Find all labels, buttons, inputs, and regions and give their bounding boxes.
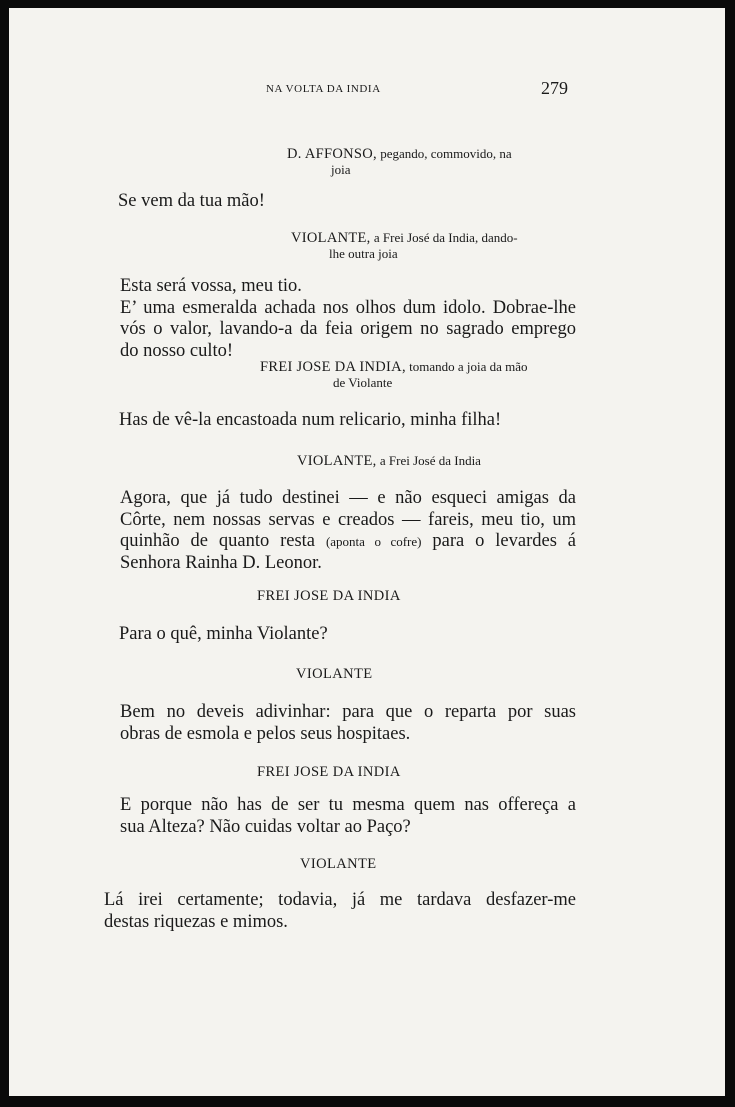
speech-line: Lá irei certamente; todavia, já me tardava desfazer-me: [104, 890, 576, 910]
stage-direction-3-cont: de Violante: [333, 375, 393, 390]
speaker-name: D. AFFONSO,: [287, 146, 377, 162]
speech-1: Se vem da tua mão!: [118, 191, 265, 211]
speech-2: [120, 276, 576, 362]
speaker-heading-7: FREI JOSE DA INDIA: [257, 764, 401, 780]
speaker-name: FREI JOSE DA INDIA,: [260, 359, 406, 375]
speech-line: vós o valor, lavando-a da feia origem no sagrado emprego: [120, 319, 576, 339]
stage-direction-text: a Frei José da India: [379, 453, 481, 468]
speech-line: Esta será vossa, meu tio.: [120, 276, 302, 296]
stage-direction-3: [260, 360, 528, 374]
stage-direction-2: [291, 231, 518, 245]
speech-4: [120, 488, 576, 574]
speech-line: E porque não has de ser tu mesma quem nas offereça a: [120, 795, 576, 815]
speech-line: E’ uma esmeralda achada nos olhos dum idolo. Dobrae-lhe: [120, 297, 576, 318]
stage-direction-inline: (aponta o cofre): [325, 534, 422, 549]
speech-line: obras de esmola e pelos seus hospitaes.: [120, 723, 411, 744]
speech-3: Has de vê-la encastoada num relicario, minha filha!: [119, 410, 502, 430]
speech-fragment: quinhão de quanto resta: [120, 531, 316, 551]
stage-direction-1-cont: joia: [331, 162, 351, 177]
running-title: NA VOLTA DA INDIA: [266, 83, 381, 95]
stage-direction-text: pegando, commovido, na: [380, 146, 512, 161]
speaker-name: VIOLANTE,: [297, 453, 377, 469]
speech-fragment: para o levardes á: [432, 531, 577, 551]
speaker-heading-8: VIOLANTE: [300, 856, 377, 872]
speaker-heading-5: FREI JOSE DA INDIA: [257, 588, 401, 604]
stage-direction-2-cont: lhe outra joia: [329, 246, 398, 261]
speech-line: Bem no deveis adivinhar: para que o reparta por suas: [120, 702, 576, 722]
speech-line: destas riquezas e mimos.: [104, 911, 288, 932]
speech-6: [120, 702, 576, 745]
book-page: [9, 8, 725, 1096]
speech-line: Agora, que já tudo destinei — e não esqueci amigas da: [120, 488, 576, 508]
speech-line: do nosso culto!: [120, 340, 234, 361]
speech-line: [120, 531, 576, 553]
speech-7: [120, 795, 576, 838]
stage-direction-4: [297, 454, 481, 468]
speech-8: [104, 890, 576, 933]
stage-direction-1: [287, 147, 512, 161]
stage-direction-text: tomando a joia da mão: [409, 359, 528, 374]
stage-direction-text: a Frei José da India, dando-: [373, 230, 518, 245]
speech-line: sua Alteza? Não cuidas voltar ao Paço?: [120, 816, 411, 837]
speech-line: Senhora Rainha D. Leonor.: [120, 552, 322, 573]
speaker-name: VIOLANTE,: [291, 230, 371, 246]
speech-5: Para o quê, minha Violante?: [119, 624, 328, 644]
page-number: 279: [541, 78, 568, 98]
speech-line: Côrte, nem nossas servas e creados — fareis, meu tio, um: [120, 509, 576, 530]
speaker-heading-6: VIOLANTE: [296, 666, 373, 682]
